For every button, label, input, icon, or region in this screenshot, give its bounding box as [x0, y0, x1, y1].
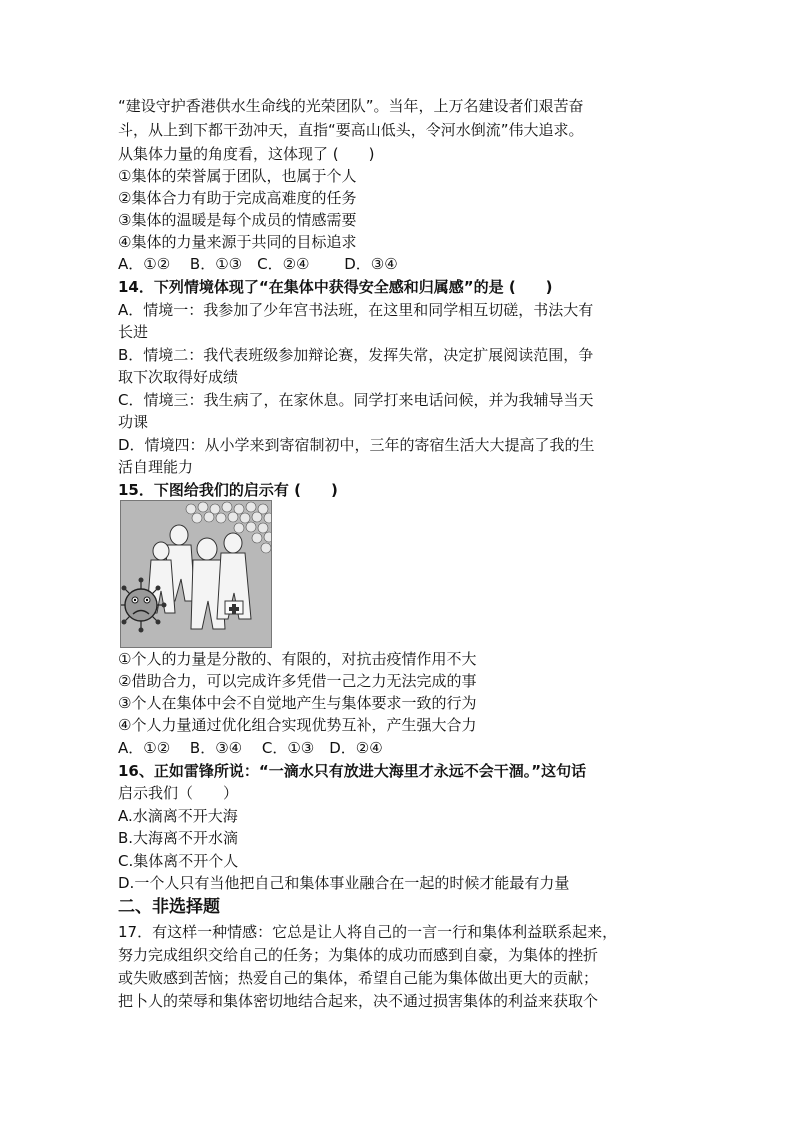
q15-option-3: ③个人在集体中会不自觉地产生与集体要求一致的行为 — [118, 694, 477, 712]
q17-line-3: 或失败感到苦恼；热爱自己的集体，希望自己能为集体做出更大的贡献； — [118, 969, 599, 987]
intro-option-3: ③集体的温暖是每个成员的情感需要 — [118, 211, 357, 229]
intro-line-2: 斗，从上到下都干劲冲天，直指“要高山低头，令河水倒流”伟大追求。 — [118, 121, 584, 139]
q16-option-c: C.集体离不开个人 — [118, 852, 239, 870]
q17-line-1: 17．有这样一种情感：它总是让人将自己的一言一行和集体利益联系起来， — [118, 923, 618, 941]
cartoon-figure — [120, 500, 272, 648]
section-title: 二、非选择题 — [118, 897, 220, 917]
q15-option-2: ②借助合力，可以完成许多凭借一己之力无法完成的事 — [118, 672, 477, 690]
q15-option-4: ④个人力量通过优化组合实现优势互补，产生强大合力 — [118, 716, 477, 734]
intro-line-1: “建设守护香港供水生命线的光荣团队”。当年，上万名建设者们艰苦奋 — [118, 97, 584, 115]
q16-option-d: D.一个人只有当他把自己和集体事业融合在一起的时候才能最有力量 — [118, 874, 570, 892]
q16-stem: 16、正如雷锋所说：“一滴水只有放进大海里才永远不会干涸。”这句话 — [118, 762, 587, 780]
q15-answers: A．①② B．③④ C．①③ D．②④ — [118, 739, 383, 757]
intro-option-4: ④集体的力量来源于共同的目标追求 — [118, 233, 357, 251]
q14-option-d-cont: 活自理能力 — [118, 458, 194, 476]
intro-option-2: ②集体合力有助于完成高难度的任务 — [118, 189, 357, 207]
q14-stem: 14．下列情境体现了“在集体中获得安全感和归属感”的是 ( ) — [118, 278, 553, 296]
q14-option-c: C．情境三：我生病了，在家休息。同学打来电话问候，并为我辅导当天 — [118, 391, 594, 409]
intro-question: 从集体力量的角度看，这体现了 ( ) — [118, 145, 375, 163]
q14-option-b: B．情境二：我代表班级参加辩论赛，发挥失常，决定扩展阅读范围，争 — [118, 346, 594, 364]
intro-answers: A．①② B．①③ C．②④ D．③④ — [118, 255, 398, 273]
q17-line-4: 把卜人的荣辱和集体密切地结合起来，决不通过损害集体的利益来获取个 — [118, 992, 599, 1010]
q15-stem: 15．下图给我们的启示有 ( ) — [118, 481, 338, 499]
q16-option-a: A.水滴离不开大海 — [118, 807, 238, 825]
q14-option-b-cont: 取下次取得好成绩 — [118, 368, 239, 386]
q17-line-2: 努力完成组织交给自己的任务；为集体的成功而感到自豪，为集体的挫折 — [118, 946, 599, 964]
q14-option-a: A．情境一：我参加了少年宫书法班，在这里和同学相互切磋，书法大有 — [118, 301, 594, 319]
q14-option-a-cont: 长进 — [118, 323, 149, 341]
q16-option-b: B.大海离不开水滴 — [118, 829, 239, 847]
q15-option-1: ①个人的力量是分散的、有限的，对抗击疫情作用不大 — [118, 650, 477, 668]
intro-option-1: ①集体的荣誉属于团队，也属于个人 — [118, 167, 357, 185]
q16-stem-cont: 启示我们（ ） — [118, 784, 239, 802]
q14-option-c-cont: 功课 — [118, 413, 149, 431]
q14-option-d: D．情境四：从小学来到寄宿制初中，三年的寄宿生活大大提高了我的生 — [118, 436, 595, 454]
medical-workers-vs-virus-illustration — [121, 501, 271, 647]
